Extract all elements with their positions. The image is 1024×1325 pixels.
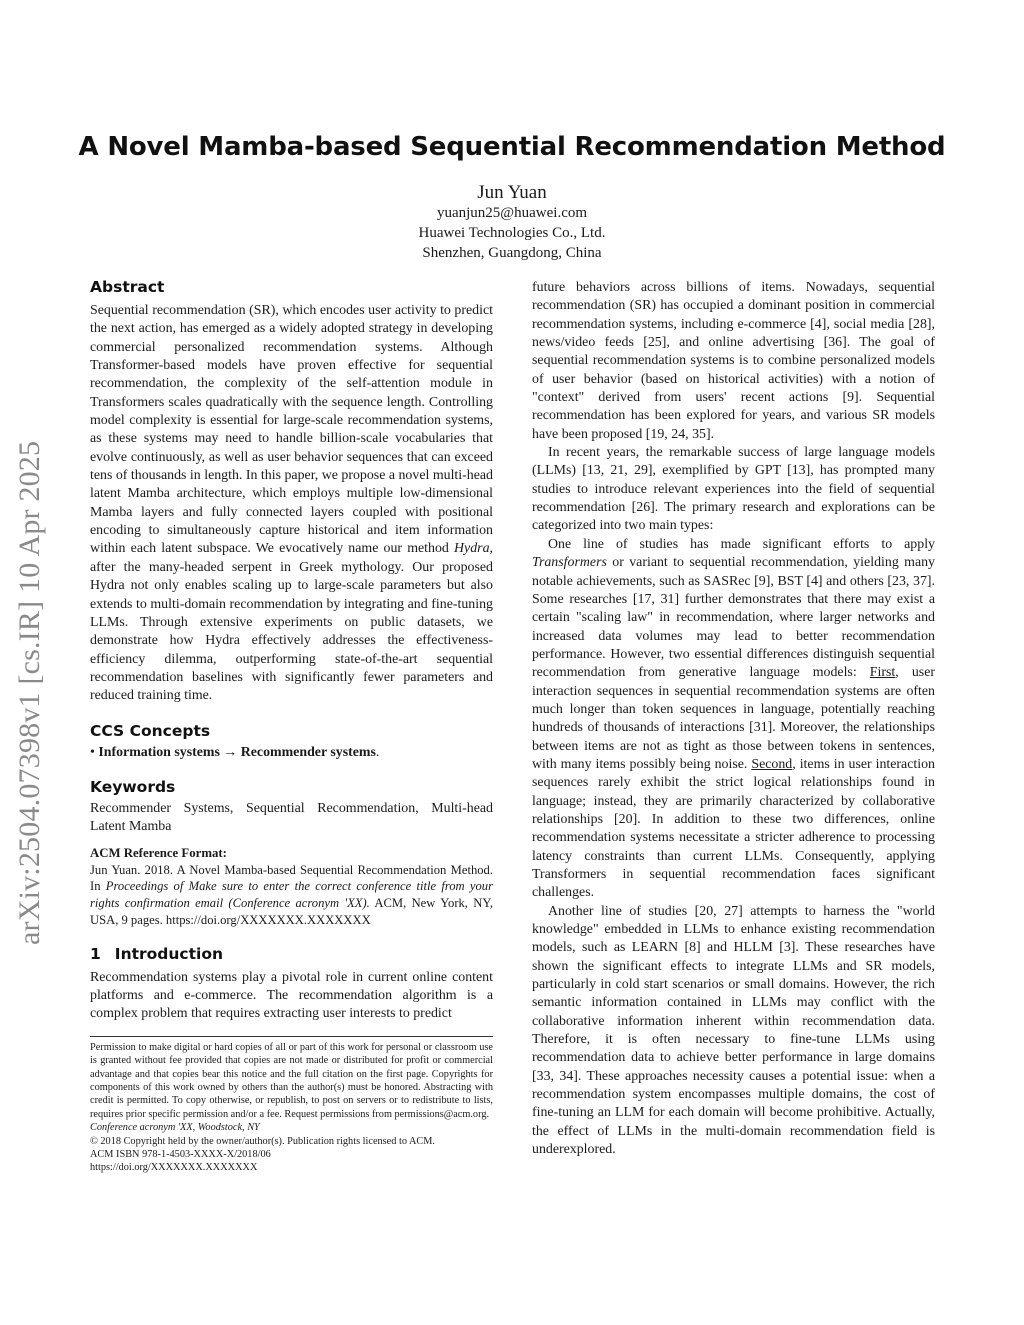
ccs-heading: CCS Concepts bbox=[90, 721, 211, 740]
footnote-divider bbox=[90, 1036, 493, 1037]
right-paragraph-3: One line of studies has made significant efforts to apply Transformers or variant to sequential recommendation, yielding many notable achievements, such as SASRec [9], BST [4] and others [23, 37]. Some researches [17, 31] further demonstrates that there may exist a certain "scaling law" in recommendation, where larger networks and increased data volumes may lead to better recommendation performance. However, two essential differences distinguish sequential recommendation from generative language models: First, user interaction sequences in sequential recommendation systems are often much longer than token sequences in language, potentially reaching hundreds of thousands of interactions [31]. Moreover, the relationships between items are not as tight as those between tokens in sentences, with many items possibly being noise. Second, items in user interaction sequences rarely exhibit the strict logical relationships found in language; instead, they are primarily characterized by collaborative relationships [20]. In addition to these two differences, online recommendation systems necessitate a stricter adherence to processing latency constraints than current LLMs. Consequently, applying Transformers in sequential recommendation faces significant challenges. bbox=[532, 536, 935, 901]
keywords-text: Recommender Systems, Sequential Recommendation, Multi-head Latent Mamba bbox=[90, 800, 493, 835]
abstract-heading: Abstract bbox=[90, 278, 165, 296]
acm-reference-text: Jun Yuan. 2018. A Novel Mamba-based Sequential Recommendation Method. In Proceedings of Make sure to enter the correct conference title from your rights confirmation email (Conference acronym 'XX). ACM, New York, NY, USA, 9 pages. https://doi.org/XXXXXXX.XXXXXXX bbox=[90, 862, 494, 927]
right-paragraph-4: Another line of studies [20, 27] attempts to harness the "world knowledge" embedded in LLMs to enhance existing recommendation models, such as LEARN [8] and HLLM [3]. These researches have shown the significant effects to integrate LLMs and SR models, particularly in cold start scenarios or small domains. However, the rich semantic information contained in LLMs may conflict with the collaborative information inherent within recommendation data. Therefore, it is often necessary to fine-tune LLMs using recommendation data to achieve better performance in large domains [33, 34]. These approaches necessity causes a potential issue: when a recommendation system encompasses multiple domains, the cost of fine-tuning an LLM for each domain will become prohibitive. Actually, the effect of LLMs in the multi-domain recommendation field is underexplored. bbox=[532, 903, 935, 1158]
author-location: Shenzhen, Guangdong, China bbox=[422, 245, 602, 261]
paper-title: A Novel Mamba-based Sequential Recommendation Method bbox=[78, 132, 946, 162]
abstract-text: Sequential recommendation (SR), which encodes user activity to predict the next action, has emerged as a widely adopted strategy in developing commercial personalized recommendation systems. Although Transformer-based models have proven effective for sequential recommendation, the complexity of the self-attention module in Transformers scales quadratically with the sequence length. Controlling model complexity is essential for large-scale recommendation systems, as these systems may need to handle billion-scale vocabularies that evolve continuously, as well as user behavior sequences that can exceed tens of thousands in length. In this paper, we propose a novel multi-head latent Mamba architecture, which employs multiple low-dimensional Mamba layers and fully connected layers coupled with positional encoding to simultaneously capture historical and item information within each latent subspace. We evocatively name our method Hydra, after the many-headed serpent in Greek mythology. Our proposed Hydra not only enables scaling up to large-scale parameters but also extends to multi-domain recommendation by integrating and fine-tuning LLMs. Through extensive experiments on public datasets, we demonstrate how Hydra effectively addresses the effectiveness-efficiency dilemma, outperforming state-of-the-art sequential recommendation baselines with significantly fewer parameters and reduced training time. bbox=[90, 303, 493, 704]
right-column bbox=[532, 279, 935, 1160]
permission-notice: Permission to make digital or hard copies of all or part of this work for personal or classroom use is granted without fee provided that copies are not made or distributed for profit or commercial advantage and that copies bear this notice and the full citation on the first page. Copyrights for components of this work owned by others than the author(s) must be honored. Abstracting with credit is permitted. To copy otherwise, or republish, to post on servers or to redistribute to lists, requires prior specific permission and/or a fee. Request permissions from permissions@acm.org. bbox=[90, 1041, 493, 1120]
introduction-paragraph: Recommendation systems play a pivotal role in current online content platforms and e-commerce. The recommendation algorithm is a complex problem that requires extracting user interests to predict bbox=[90, 969, 493, 1022]
introduction-heading: 1 Introduction bbox=[90, 944, 224, 963]
doi-line: https://doi.org/XXXXXXX.XXXXXXX bbox=[90, 1162, 258, 1174]
acm-reference-heading: ACM Reference Format: bbox=[90, 845, 227, 860]
author-organization: Huawei Technologies Co., Ltd. bbox=[418, 225, 606, 241]
copyright-line: © 2018 Copyright held by the owner/author(s). Publication rights licensed to ACM. bbox=[90, 1135, 436, 1147]
keywords-heading: Keywords bbox=[90, 777, 176, 796]
author-name: Jun Yuan bbox=[477, 182, 547, 203]
isbn-line: ACM ISBN 978-1-4503-XXXX-X/2018/06 bbox=[90, 1149, 271, 1161]
author-email: yuanjun25@huawei.com bbox=[436, 205, 588, 221]
left-column bbox=[90, 276, 493, 1175]
arxiv-identifier: arXiv:2504.07398v1 [cs.IR] 10 Apr 2025 bbox=[13, 440, 46, 945]
ccs-concepts: • Information systems → Recommender systems. bbox=[90, 744, 380, 760]
right-paragraph-2: In recent years, the remarkable success of large language models (LLMs) [13, 21, 29], exemplified by GPT [13], has prompted many studies to introduce relevant experiences into the field of sequential recommendation [26]. The primary research and explorations can be categorized into two main types: bbox=[532, 445, 935, 534]
right-paragraph-1: future behaviors across billions of items. Nowadays, sequential recommendation (SR) has occupied a dominant position in commercial recommendation systems, including e-commerce [4], social media [28], news/video feeds [25], and online advertising [36]. The goal of sequential recommendation systems is to combine personalized models of user behavior (based on historical activities) with a notion of "context" derived from users' recent actions [9]. Sequential recommendation has been explored for years, and various SR models have been proposed [19, 24, 35]. bbox=[532, 280, 935, 442]
conference-line: Conference acronym 'XX, Woodstock, NY bbox=[90, 1122, 260, 1134]
